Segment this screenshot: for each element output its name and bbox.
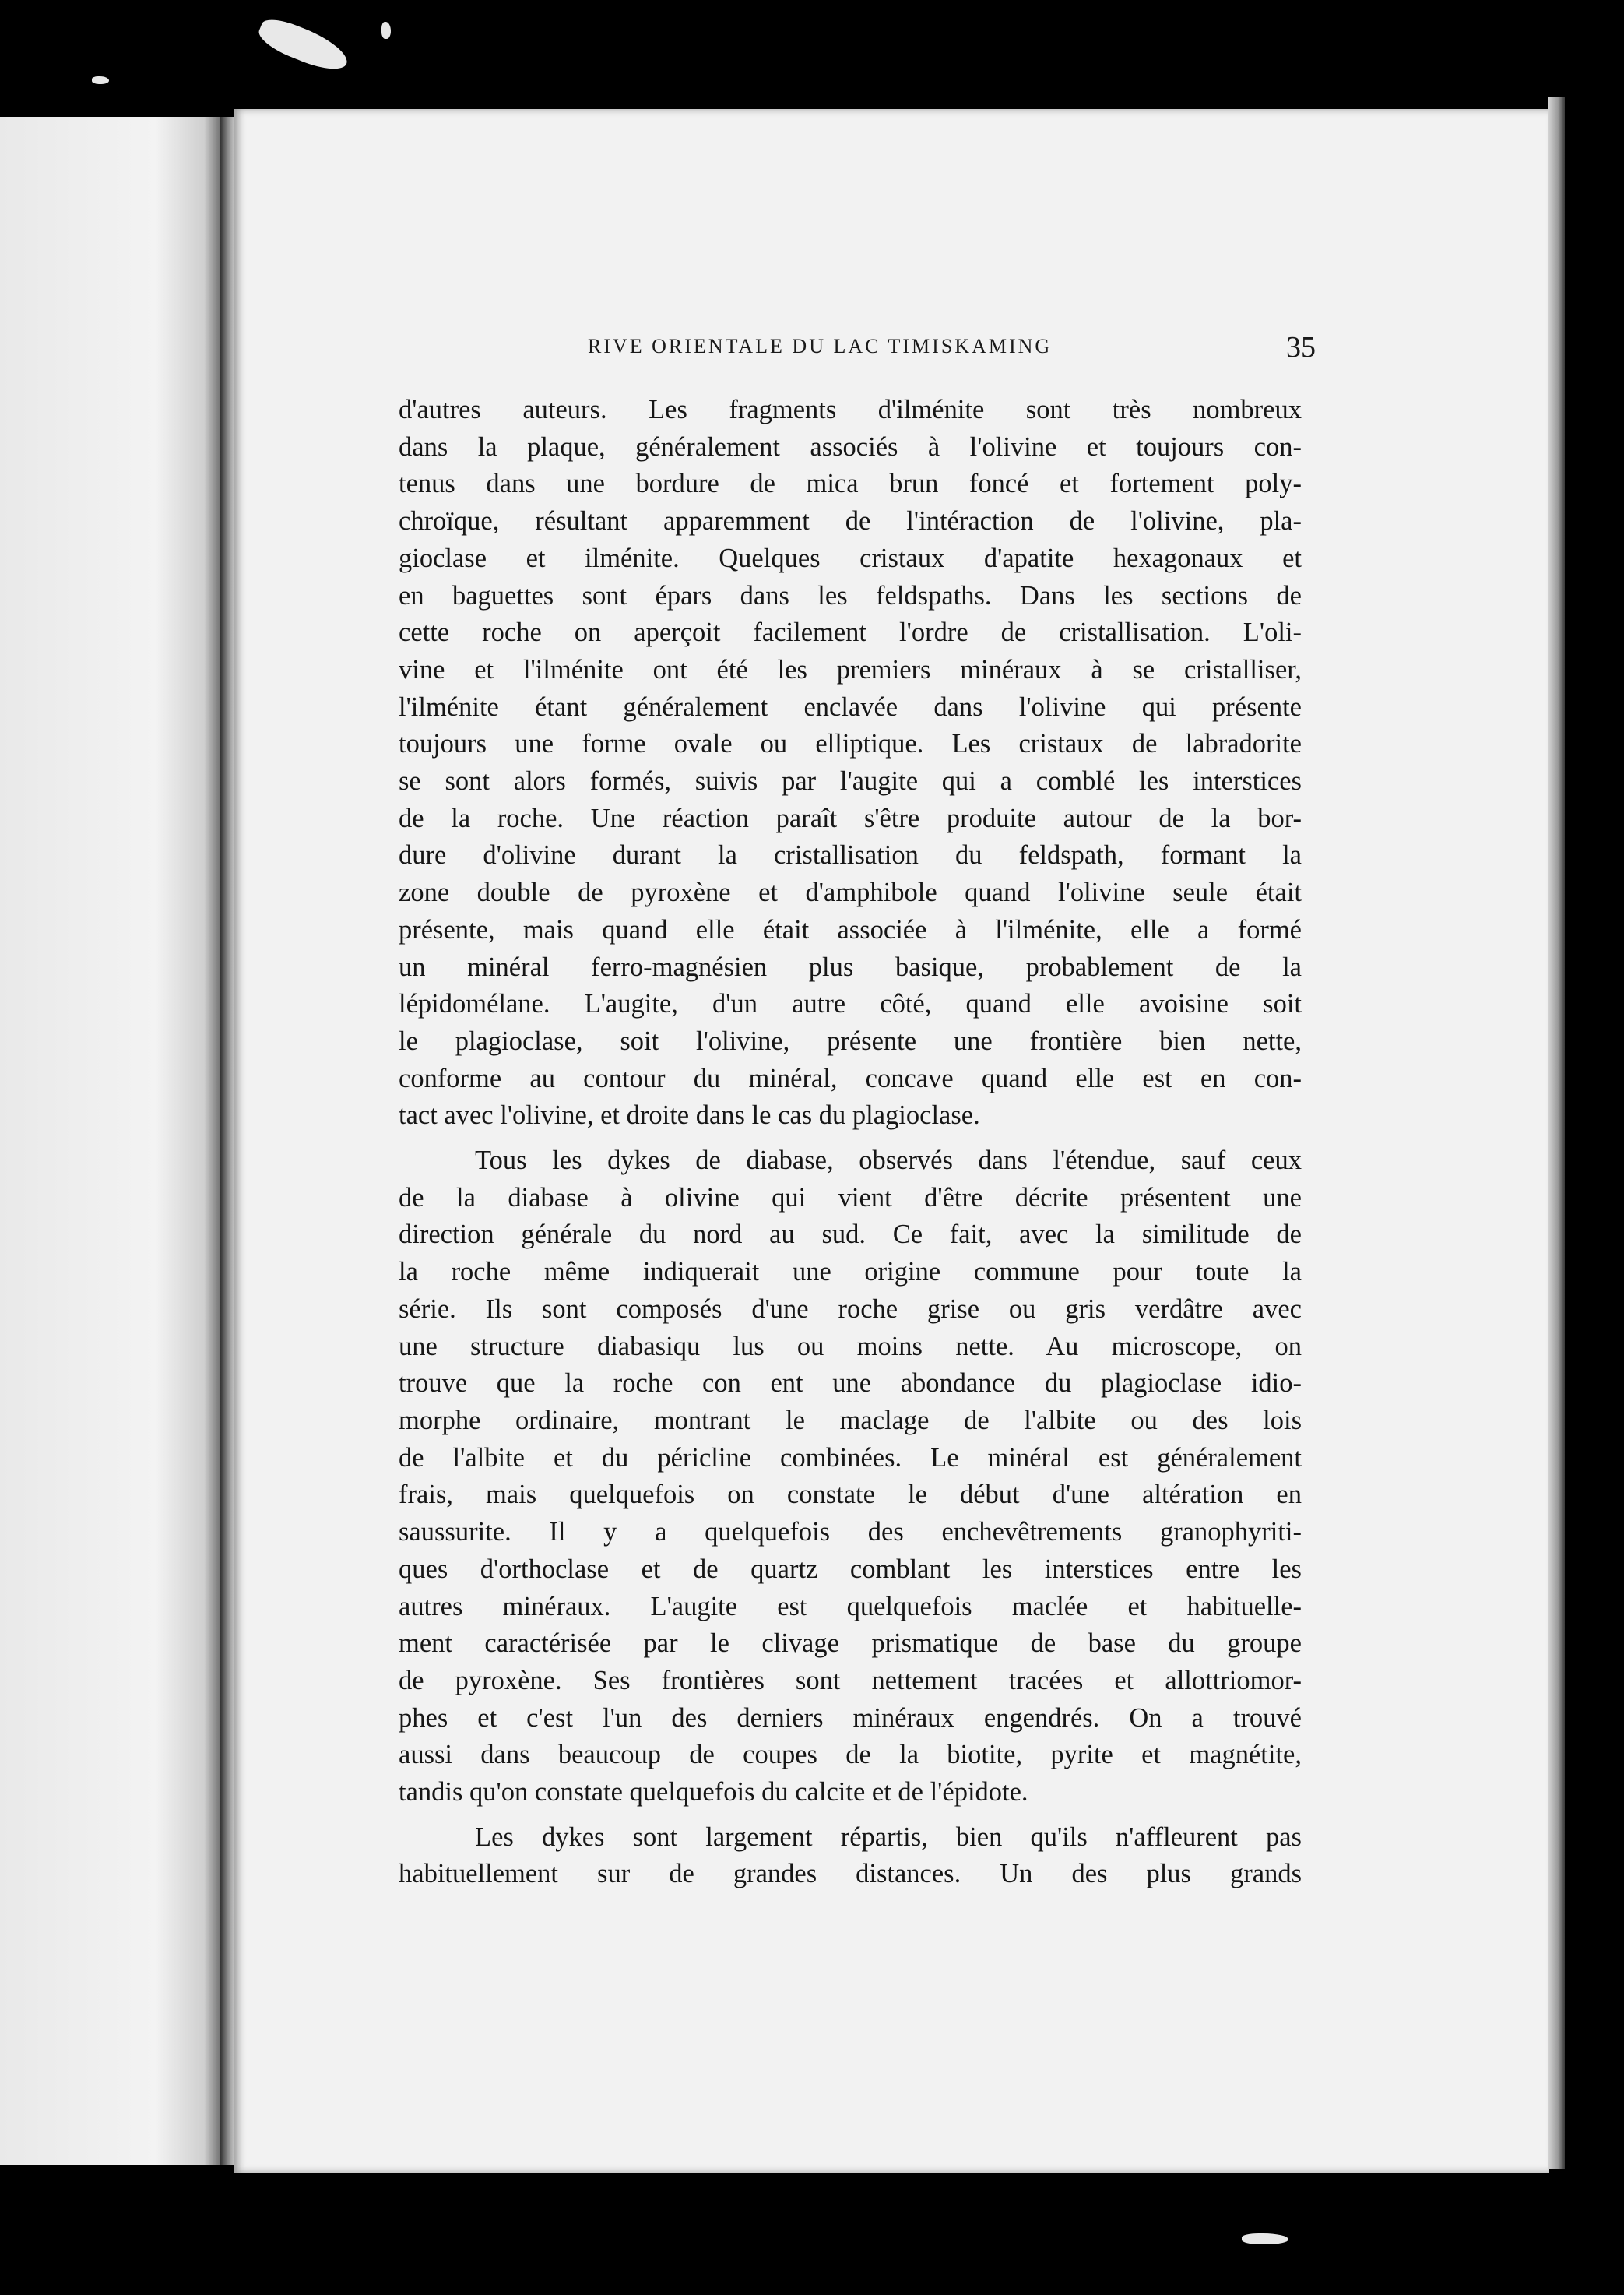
- text-line: Tous les dykes de diabase, observés dans l'étendue, sauf ceux: [475, 1146, 1302, 1176]
- text-line: tact avec l'olivine, et droite dans le cas du plagioclase.: [399, 1100, 980, 1131]
- text-line: le plagioclase, soit l'olivine, présente une frontière bien nette,: [399, 1026, 1302, 1056]
- text-line: série. Ils sont composés d'une roche grise ou gris verdâtre avec: [399, 1294, 1302, 1324]
- scan-artifact-bottom: [1242, 2233, 1288, 2244]
- text-line: trouve que la roche con ent une abondance du plagioclase idio-: [399, 1368, 1302, 1399]
- text-line: de l'albite et du péricline combinées. Le minéral est généralement: [399, 1442, 1302, 1473]
- text-line: de pyroxène. Ses frontières sont nettement tracées et allottriomor-: [399, 1665, 1302, 1695]
- body-text: [399, 392, 1302, 1893]
- text-line: un minéral ferro-magnésien plus basique, probablement de la: [399, 952, 1302, 982]
- text-line: lépidomélane. L'augite, d'un autre côté, quand elle avoisine soit: [399, 989, 1302, 1019]
- text-line: dans la plaque, généralement associés à l'olivine et toujours con-: [399, 431, 1302, 462]
- text-line: une structure diabasiqu lus ou moins nette. Au microscope, on: [399, 1331, 1302, 1361]
- paragraph-3: [399, 1819, 1302, 1893]
- text-line: de la roche. Une réaction paraît s'être produite autour de la bor-: [399, 803, 1302, 833]
- text-line: tenus dans une bordure de mica brun foncé et fortement poly-: [399, 469, 1302, 499]
- text-line: d'autres auteurs. Les fragments d'ilménite sont très nombreux: [399, 395, 1302, 424]
- scan-artifact-top-small: [381, 22, 391, 39]
- text-line: cette roche on aperçoit facilement l'ordre de cristallisation. L'oli-: [399, 618, 1302, 648]
- text-line: tandis qu'on constate quelquefois du calcite et de l'épidote.: [399, 1777, 1028, 1807]
- running-head-title: RIVE ORIENTALE DU LAC TIMISKAMING: [588, 335, 1053, 357]
- running-head: [354, 331, 1316, 366]
- text-line: zone double de pyroxène et d'amphibole quand l'olivine seule était: [399, 878, 1302, 908]
- text-line: se sont alors formés, suivis par l'augite qui a comblé les interstices: [399, 766, 1302, 797]
- text-line: chroïque, résultant apparemment de l'intéraction de l'olivine, pla-: [399, 506, 1302, 537]
- text-line: de la diabase à olivine qui vient d'être décrite présentent une: [399, 1182, 1302, 1213]
- text-line: ques d'orthoclase et de quartz comblant les interstices entre les: [399, 1554, 1302, 1584]
- paragraph-2: [399, 1142, 1302, 1811]
- text-line: Les dykes sont largement répartis, bien qu'ils n'affleurent pas: [475, 1822, 1302, 1852]
- text-line: conforme au contour du minéral, concave quand elle est en con-: [399, 1063, 1302, 1093]
- text-line: toujours une forme ovale ou elliptique. Les cristaux de labradorite: [399, 729, 1302, 759]
- scan-artifact-left: [92, 76, 109, 84]
- text-line: vine et l'ilménite ont été les premiers minéraux à se cristalliser,: [399, 654, 1302, 685]
- text-line: la roche même indiquerait une origine commune pour toute la: [399, 1257, 1302, 1287]
- page-right-edge: [1548, 97, 1565, 2169]
- text-line: en baguettes sont épars dans les feldspaths. Dans les sections de: [399, 580, 1302, 611]
- text-line: saussurite. Il y a quelquefois des enchevêtrements granophyriti-: [399, 1517, 1302, 1547]
- text-line: aussi dans beaucoup de coupes de la biotite, pyrite et magnétite,: [399, 1740, 1302, 1770]
- text-line: présente, mais quand elle était associée à l'ilménite, elle a formé: [399, 914, 1302, 945]
- page-number: 35: [1286, 331, 1316, 364]
- text-line: gioclase et ilménite. Quelques cristaux d'apatite hexagonaux et: [399, 543, 1302, 573]
- text-line: ment caractérisée par le clivage prismatique de base du groupe: [399, 1628, 1302, 1659]
- text-line: direction générale du nord au sud. Ce fait, avec la similitude de: [399, 1220, 1302, 1250]
- text-line: phes et c'est l'un des derniers minéraux engendrés. On a trouvé: [399, 1702, 1302, 1733]
- text-line: autres minéraux. L'augite est quelquefois maclée et habituelle-: [399, 1591, 1302, 1621]
- previous-page-edge: [0, 117, 222, 2165]
- text-line: l'ilménite étant généralement enclavée dans l'olivine qui présente: [399, 692, 1302, 722]
- text-line: dure d'olivine durant la cristallisation du feldspath, formant la: [399, 840, 1302, 871]
- scan-artifact-top: [255, 13, 353, 77]
- text-line: habituellement sur de grandes distances. Un des plus grands: [399, 1859, 1302, 1889]
- paragraph-1: [399, 392, 1302, 1135]
- text-line: morphe ordinaire, montrant le maclage de l'albite ou des lois: [399, 1405, 1302, 1435]
- text-line: frais, mais quelquefois on constate le début d'une altération en: [399, 1480, 1302, 1510]
